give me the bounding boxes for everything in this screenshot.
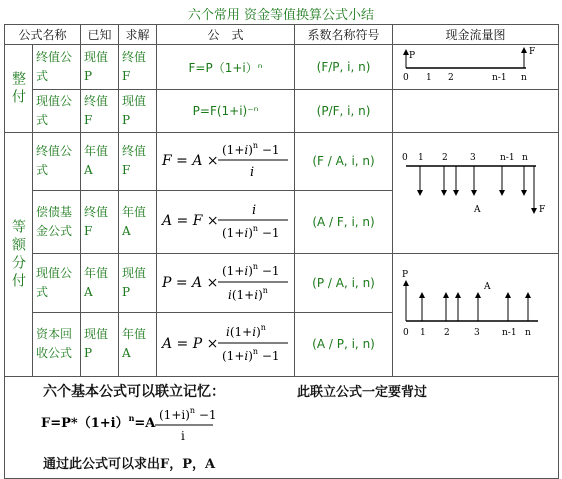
row-formula: [157, 133, 295, 190]
flow-label-a: A: [474, 204, 481, 215]
header-row: [5, 25, 559, 45]
row-code: (F/P, i, n): [295, 45, 393, 90]
cashflow-diagram: [396, 144, 556, 240]
tick-label: 3: [470, 152, 476, 163]
svg-text:A = P ×: A = P ×: [162, 335, 219, 352]
svg-text:(1+i)n −1: $(1+i)^n -1$: [222, 224, 280, 241]
tick-label: 0: [403, 72, 409, 83]
svg-text:P = A ×: P = A ×: [162, 274, 219, 291]
row-solve: 年值A: [119, 313, 157, 376]
svg-text:A = F ×: A = F ×: [162, 213, 219, 230]
flow-label-f: F: [539, 204, 546, 215]
row-name: 终值公式: [33, 133, 81, 190]
formula-table: [4, 24, 559, 479]
row-known: 终值F: [81, 90, 119, 133]
tick-label: 2: [444, 328, 450, 339]
header-formula: 公 式: [157, 25, 295, 45]
row-name: 现值公式: [33, 90, 81, 133]
row-known: 年值A: [81, 133, 119, 190]
summary-note-1: 六个基本公式可以联立记忆：: [43, 383, 225, 400]
row-solve: 终值F: [119, 45, 157, 90]
svg-text:i: i: [250, 164, 255, 180]
flow-diagram-single-fp: [393, 45, 559, 90]
tick-label: 1: [426, 72, 432, 83]
svg-text:(1+i)n −1: $(1+i)^n -1$: [222, 261, 280, 278]
tick-label: 0: [403, 328, 409, 339]
tick-label: 1: [418, 152, 424, 163]
row-solve: 现值P: [119, 254, 157, 313]
row-code: (F / A, i, n): [295, 133, 393, 190]
header-known: 已知: [81, 25, 119, 45]
formula-combined: [41, 405, 241, 445]
formula-ap: [160, 318, 290, 368]
summary-note-2: 此联立公式一定要背过: [297, 384, 428, 400]
tick-label: n-1: [502, 328, 517, 339]
row-code: (A / P, i, n): [295, 313, 393, 376]
svg-text:F=P*（1+i）n=A: $F=P*(1+i)^n=A$: [41, 412, 156, 431]
summary-formula: [41, 405, 241, 448]
summary-note-3: 通过此公式可以求出F，P，A: [43, 456, 216, 472]
row-name: 偿债基金公式: [33, 190, 81, 253]
tick-label: n-1: [500, 152, 515, 163]
tick-label: 2: [448, 72, 454, 83]
row-known: 终值F: [81, 190, 119, 253]
tick-label: 1: [420, 328, 426, 339]
row-code: (P / A, i, n): [295, 254, 393, 313]
formula-fa: [160, 136, 290, 184]
group-annuity: [5, 133, 33, 376]
group-single: [5, 45, 33, 133]
header-code: 系数名称符号: [295, 25, 393, 45]
page-title: 六个常用 资金等值换算公式小结: [187, 8, 375, 23]
svg-text:(1+i)n −1: $(1+i)^n -1$: [159, 405, 217, 422]
row-known: 现值P: [81, 45, 119, 90]
row-formula: [157, 254, 295, 313]
svg-text:F = A ×: F = A ×: [162, 152, 219, 169]
svg-text:i: i: [181, 428, 185, 443]
group-annuity-label: 等额分付: [10, 218, 26, 291]
svg-text:(1+i)n −1: $(1+i)^n -1$: [222, 140, 280, 157]
row-name: 终值公式: [33, 45, 81, 90]
tick-label: n: [522, 152, 528, 163]
row-solve: 现值P: [119, 90, 157, 133]
flow-label-a: A: [484, 282, 491, 293]
summary-cell: [5, 376, 559, 478]
flow-diagram-empty: [393, 90, 559, 133]
formula-af: [160, 195, 290, 245]
summary-row: [5, 376, 559, 478]
tick-label: n: [525, 328, 531, 339]
table-row: [5, 90, 559, 133]
flow-diagram-annuity-pa: [393, 254, 559, 377]
header-name: 公式名称: [5, 25, 81, 45]
row-formula: P=F(1+i)⁻ⁿ: [157, 90, 295, 133]
tick-label: 3: [474, 328, 480, 339]
row-solve: 年值A: [119, 190, 157, 253]
svg-text:i(1+i)n: $i(1+i)^n$: [226, 322, 266, 339]
flow-diagram-annuity-fa: [393, 133, 559, 254]
cashflow-diagram: [396, 46, 556, 86]
flow-label-f: F: [529, 46, 536, 57]
cashflow-diagram: [396, 263, 556, 363]
row-known: 年值A: [81, 254, 119, 313]
row-formula: [157, 313, 295, 376]
row-formula: F=P（1+i）ⁿ: [157, 45, 295, 90]
flow-label-p: P: [409, 50, 416, 61]
row-solve: 终值F: [119, 133, 157, 190]
svg-text:(1+i)n −1: $(1+i)^n -1$: [222, 346, 280, 363]
row-code: (P/F, i, n): [295, 90, 393, 133]
row-known: 现值P: [81, 313, 119, 376]
tick-label: n-1: [492, 72, 507, 83]
row-name: 资本回收公式: [33, 313, 81, 376]
tick-label: 0: [402, 152, 408, 163]
formula-pa: [160, 257, 290, 307]
row-name: 现值公式: [33, 254, 81, 313]
header-solve: 求解: [119, 25, 157, 45]
row-formula: [157, 190, 295, 253]
tick-label: n: [521, 72, 527, 83]
row-code: (A / F, i, n): [295, 190, 393, 253]
table-row: [5, 45, 559, 90]
table-row: [5, 254, 559, 313]
header-flow: 现金流量图: [393, 25, 559, 45]
group-single-label: 整付: [10, 70, 26, 107]
svg-text:i(1+i)n: $i(1+i)^n$: [228, 285, 268, 302]
svg-text:i: i: [252, 203, 257, 219]
table-row: [5, 133, 559, 190]
flow-label-p: P: [402, 270, 409, 281]
tick-label: 2: [442, 152, 448, 163]
